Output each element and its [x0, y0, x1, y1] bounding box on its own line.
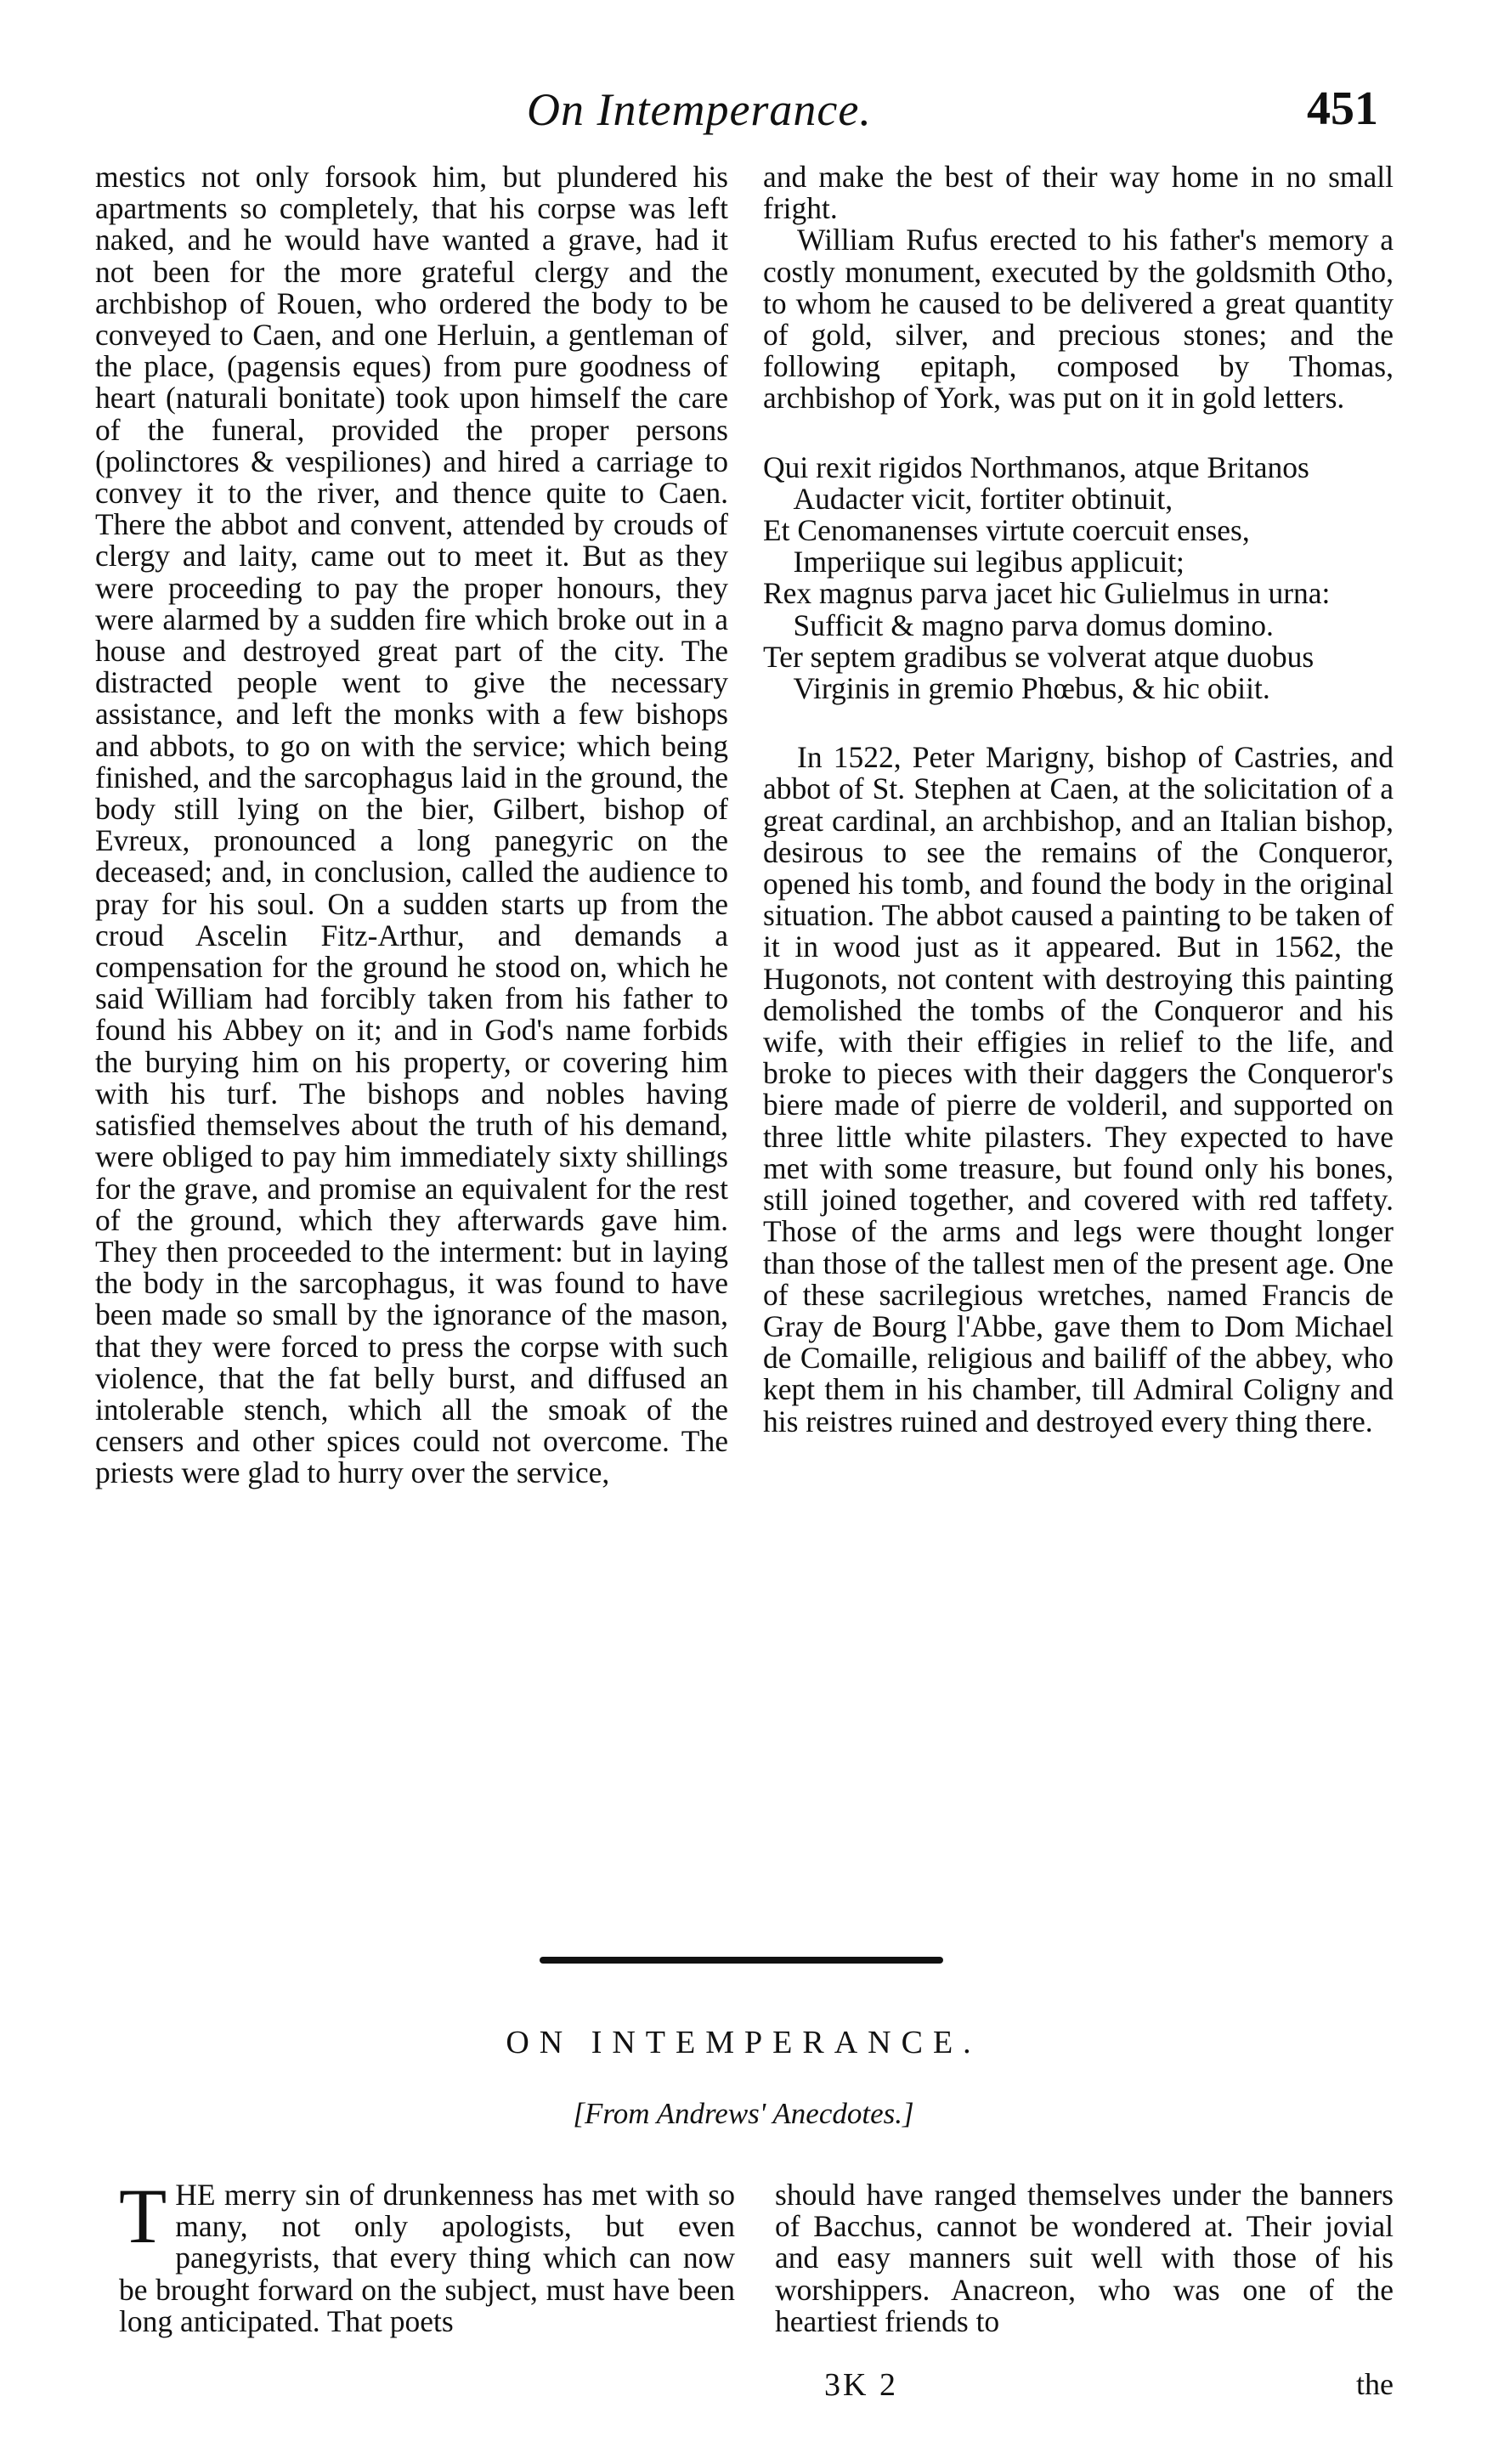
right-column-paragraph-3: In 1522, Peter Marigny, bishop of Castries, and abbot of St. Stephen at Caen, at the solicitation of a great cardinal, an archbishop, and an Italian bishop, desirous to see the remains of the Conqueror, opened his tomb, and found the body in the original situation. The abbot caused a painting to be taken of it in wood just as it appeared. But in 1562, the Hugonots, not content with destroying this painting demolished the tombs of the Conqueror and his wife, with their effigies in relief to the life, and broke to pieces with their daggers the Conqueror's biere made of pierre de volderil, and supported on three little white pilasters. They expected to have met with some treasure, but found only his bones, still joined together, and covered with red taffety. Those of the arms and legs were thought longer than those of the tallest men of the present age. One of these sacrilegious wretches, named Francis de Gray de Bourg l'Abbe, gave them to Dom Michael de Comaille, religious and bailiff of the abbey, who kept them in his chamber, till Admiral Coligny and his reistres ruined and destroyed every thing there.: [763, 740, 1394, 1438]
essay-right-text: should have ranged themselves under the banners of Bacchus, cannot be wondered at. Their jovial and easy manners suit well with those of his worshippers. Anacreon, who was one of the heartiest friends to: [775, 2178, 1394, 2338]
epitaph-line: Et Cenomanenses virtute coercuit enses,: [763, 513, 1250, 548]
essay-left-text: HE merry sin of drunkenness has met with so many, not only apologists, but even panegyrists, that every thing which can now be brought forward on the subject, must have been long anticipated. That poets: [119, 2178, 735, 2338]
epitaph-line: Sufficit & magno parva domus domino.: [793, 608, 1274, 642]
drop-cap: T: [119, 2173, 167, 2259]
right-column: [763, 161, 1394, 1438]
epitaph-line: Virginis in gremio Phœbus, & hic obiit.: [793, 671, 1270, 706]
running-title: On Intemperance.: [527, 84, 872, 135]
epitaph-line: Audacter vicit, fortiter obtinuit,: [793, 481, 1173, 516]
essay-left-column: [119, 2173, 735, 2338]
signature-mark: 3K 2: [824, 2367, 898, 2403]
section-title: ON INTEMPERANCE.: [506, 2025, 981, 2060]
left-column-paragraph: mestics not only forsook him, but plundered his apartments so completely, that his corpse was left naked, and he would have wanted a grave, had it not been for the more grateful clergy and the archbishop of Rouen, who ordered the body to be conveyed to Caen, and one Herluin, a gentleman of the place, (pagensis eques) from pure goodness of heart (naturali bonitate) took upon himself the care of the funeral, provided the proper persons (polinctores & vespiliones) and hired a carriage to convey it to the river, and thence quite to Caen. There the abbot and convent, attended by crouds of clergy and laity, came out to meet it. But as they were proceeding to pay the proper honours, they were alarmed by a sudden fire which broke out in a house and destroyed great part of the city. The distracted people went to give the necessary assistance, and left the monks with a few bishops and abbots, to go on with the service; which being finished, and the sarcophagus laid in the ground, the body still lying on the bier, Gilbert, bishop of Evreux, pronounced a long panegyric on the deceased; and, in conclusion, called the audience to pray for his soul. On a sudden starts up from the croud Ascelin Fitz-Arthur, and demands a compensation for the ground he stood on, which he said William had forcibly taken from his father to found his Abbey on it; and in God's name forbids the burying him on his property, or covering him with his turf. The bishops and nobles having satisfied themselves about the truth of his demand, were obliged to pay him immediately sixty shillings for the grave, and promise an equivalent for the rest of the ground, which they afterwards gave him. They then proceeded to the interment: but in laying the body in the sarcophagus, it was found to have been made so small by the ignorance of the mason, that they were forced to press the corpse with such violence, that the fat belly burst, and diffused an intolerable stench, which all the smoak of the censers and other spices could not overcome. The priests were glad to hurry over the service,: [95, 160, 728, 1490]
essay-right-column: [775, 2179, 1394, 2337]
running-head: [0, 83, 1487, 143]
section-source: [From Andrews' Anecdotes.]: [573, 2097, 914, 2130]
right-column-paragraph-2: William Rufus erected to his father's memory a costly monument, executed by the goldsmith Otho, to whom he caused to be delivered a great quantity of gold, silver, and precious stones; and the following epitaph, composed by Thomas, archbishop of York, was put on it in gold letters.: [763, 223, 1394, 415]
epitaph-line: Ter septem gradibus se volverat atque duobus: [763, 639, 1315, 674]
epitaph-line: Qui rexit rigidos Northmanos, atque Britanos: [763, 449, 1309, 484]
epitaph: [763, 449, 1394, 706]
section-divider-rule: [540, 1957, 943, 1964]
catchword: the: [1356, 2367, 1394, 2401]
epitaph-line: Imperiique sui legibus applicuit;: [793, 545, 1185, 579]
left-column: [95, 161, 728, 1489]
page-number: 451: [1307, 82, 1378, 135]
epitaph-line: Rex magnus parva jacet hic Gulielmus in urna:: [763, 576, 1331, 611]
right-column-paragraph-1: and make the best of their way home in no small fright.: [763, 160, 1394, 226]
